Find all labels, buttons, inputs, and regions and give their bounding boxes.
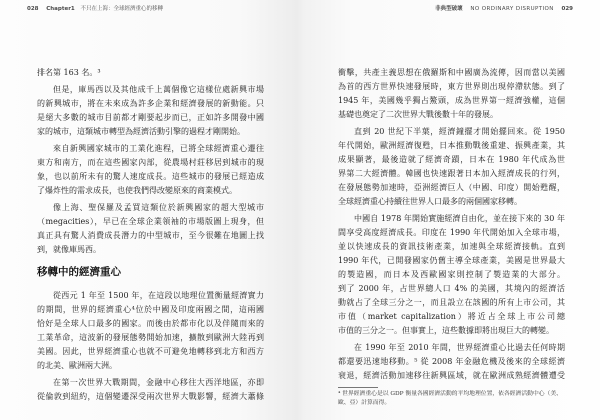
- text-line: 中國自 1978 年開始實施經濟自由化，並在接下來的 30 年: [354, 214, 565, 223]
- paragraph: [37, 66, 264, 80]
- paragraph: [37, 83, 264, 139]
- text-line: 從西元 1 年至 1500 年，在這段以地理位置衡量經濟實力: [53, 291, 264, 300]
- text-line: 來自新興國家城市的工業化進程，已將全球經濟重心遷往: [53, 144, 264, 153]
- text-line: 真正具有驚人消費成長潛力的中型城市，至今很難在地圖上找: [37, 231, 264, 240]
- text-line: 全球經濟重心持續往世界人口最多的兩個國家移轉。: [338, 197, 522, 206]
- text-line: 都還要迅速地移動。⁵ 從 2008 年金融危機及後來的全球經濟: [338, 357, 565, 366]
- text-line: 東方和南方，而在這些國家內部，從農場村莊移居到城市的現: [37, 158, 264, 167]
- text-line: 並以快速成長的資訊技術產業，加速與全球經濟接軌。直到: [338, 242, 565, 251]
- text-line: 的製造國，而日本及西歐國家則控制了製造業的大部分。: [338, 270, 565, 279]
- text-line: 1945 年，美國幾乎獨占鰲頭，成為世界第一經濟強權，這個: [338, 96, 565, 105]
- text-line: 市值的三分之一。但事實上，這些數據即將出現巨大的轉變。: [338, 326, 554, 335]
- text-line: 動就占了全球三分之一，而且設立在該國的所有上市公司，其: [338, 298, 565, 307]
- text-line: 1990 年代，已開發國家仍舊主導全球產業，美國是世界最大: [338, 256, 565, 265]
- text-line: 家的城市，這類城市轉型為經濟活動引擎的過程才剛開始。: [37, 127, 245, 136]
- text-line: 衝擊，共產主義思想在俄羅斯和中國廣為流傳，因而當以美國: [338, 68, 565, 77]
- book-subtitle: NO ORDINARY DISRUPTION: [470, 6, 554, 12]
- text-line: 美國。因此，世界經濟重心也就不可避免地轉移到北方和西方: [37, 347, 264, 356]
- paragraph: [338, 125, 565, 209]
- text-line: 直到 20 世紀下半葉，經濟鐘擺才開始擺回來。從 1950: [354, 127, 565, 136]
- page-number-left: 028: [27, 6, 39, 12]
- paragraph: [37, 201, 264, 257]
- running-header-right: [435, 5, 573, 13]
- text-line: 排名第 163 名。³: [37, 68, 101, 77]
- text-line: 的期間，世界的經濟重心⁴位於中國及印度兩國之間，這兩國: [37, 305, 264, 314]
- text-line: 到，就像庫馬西。: [37, 245, 101, 254]
- text-line: 的新興城市，將在未來成為許多企業和經濟發展的新動能。只: [37, 99, 264, 108]
- text-line: 從倫敦到紐約，這個變遷深受兩次世界大戰影響，經濟大蕭條: [37, 392, 264, 401]
- footnote: [338, 387, 565, 408]
- text-line: 界第二大經濟體。韓國也快速跟著日本加入經濟成長的行列，: [338, 169, 565, 178]
- text-line: 市值（market capitalization）將近占全球上市公司總: [338, 312, 565, 321]
- text-line: 恰好是全球人口最多的國家。而後由於都市化以及伴隨而來的: [37, 319, 264, 328]
- text-line: 象，也以前所未有的驚人速度成長。這些城市的發展已經造成: [37, 172, 264, 181]
- text-line: 了爆炸性的需求成長，也使我們得改變原來的商業模式。: [37, 186, 237, 195]
- text-line: （megacities），早已在全球企業領袖的市場版圖上現身，但: [37, 217, 264, 226]
- text-line: 基礎也奠定了二次世界大戰後數十年的發展。: [338, 110, 498, 119]
- chapter-label: Chapter1: [46, 6, 75, 12]
- section-heading: 移轉中的經濟重心: [37, 266, 121, 278]
- right-page-body: [338, 66, 565, 386]
- text-line: 到了 2000 年，占世界總人口 4% 的美國，其境內的經濟活: [338, 284, 565, 293]
- text-line: 的北美、歐洲兩大洲。: [37, 361, 117, 370]
- footnote-rule: [338, 387, 378, 388]
- text-line: 間享受高度經濟成長。印度在 1990 年代開始加入全球市場，: [338, 228, 565, 237]
- text-line: 在發展態勢加速時，亞洲經濟巨人（中國、印度）開始甦醒，: [338, 183, 565, 192]
- paragraph: [338, 66, 565, 122]
- text-line: 為首的西方世界快速發展時，東方世界則出現停滯狀態。到了: [338, 82, 565, 91]
- text-line: 是絕大多數的城市目前都才剛要起步而已，正如許多開發中國: [37, 113, 264, 122]
- paragraph: [37, 289, 264, 373]
- book-title: 非典型破壞: [435, 6, 463, 12]
- paragraph: [37, 142, 264, 198]
- chapter-title: 不只在上海：全球經濟重心的移轉: [80, 6, 163, 12]
- text-line: 在第一次世界大戰期間，金融中心移往大西洋地區，亦即: [53, 378, 264, 387]
- paragraph: [37, 376, 264, 404]
- text-line: 在 1990 年至 2010 年間，世界經濟重心比過去任何時期: [354, 343, 565, 352]
- text-line: 年代開始，歐洲經濟復甦，日本推動戰後重建、振興產業，其: [338, 141, 565, 150]
- text-line: 像上海、聖保羅及孟買這類位於新興國家的超大型城市: [53, 203, 264, 212]
- page-number-right: 029: [561, 6, 573, 12]
- left-page-body: [37, 66, 264, 407]
- text-line: 成果顯著，最後造就了經濟奇蹟，日本在 1980 年代成為世: [338, 155, 565, 164]
- footnote-line: 歐、亞）計算而得。: [338, 400, 391, 406]
- text-line: 衰退，經濟活動加速移往新興區域，就在歐洲成熟經濟體遭受: [338, 371, 565, 380]
- paragraph: [338, 212, 565, 338]
- paragraph: [338, 341, 565, 383]
- text-line: 工業革命，這波新的發展態勢開始加速，擴散到歐洲大陸再到: [37, 333, 264, 342]
- text-line: 但是，庫馬西以及其他成千上萬個像它這樣位處新興市場: [53, 85, 264, 94]
- footnote-line: ⁴ 世界經濟重心是以 GDP 衡量各國經濟活動的平均地理位置，依各經濟活動中心（美、: [338, 391, 562, 397]
- running-header-left: [27, 5, 163, 13]
